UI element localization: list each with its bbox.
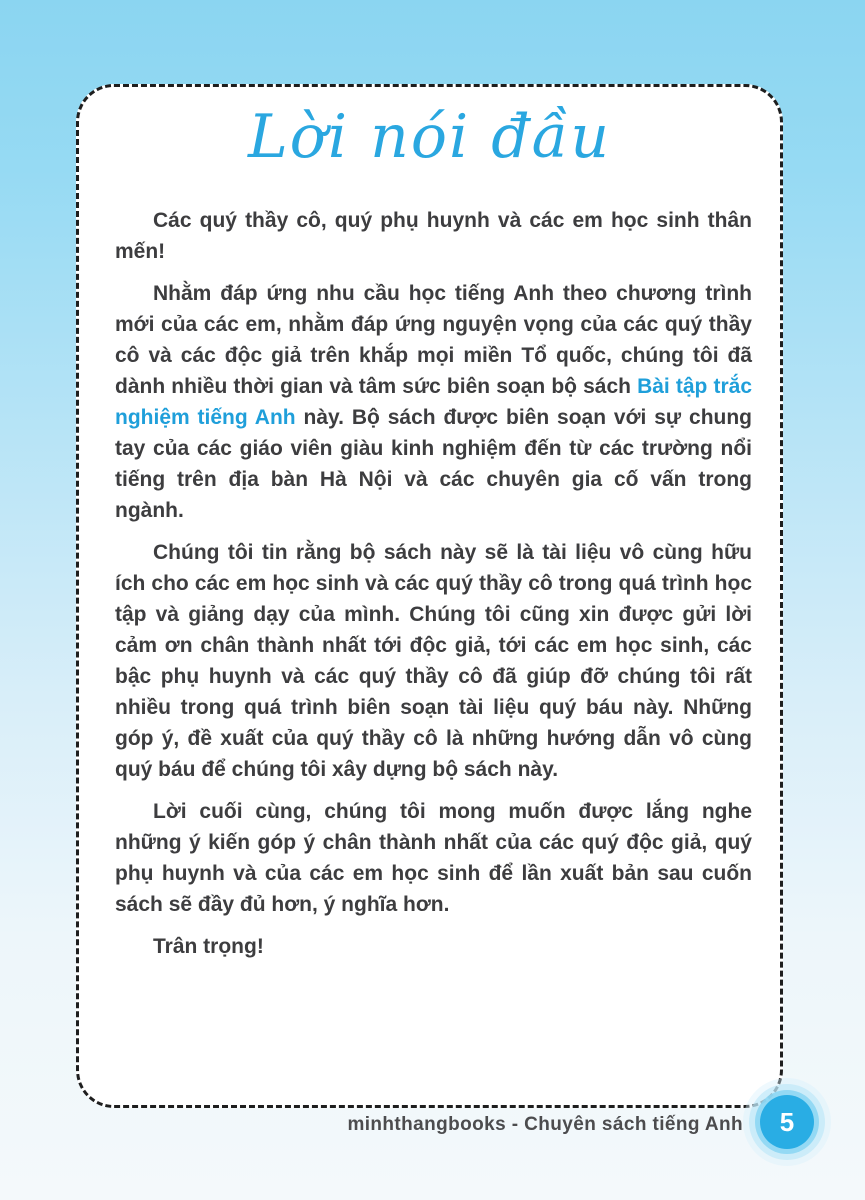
page-number-badge	[760, 1095, 814, 1149]
paragraph-thanks: Chúng tôi tin rằng bộ sách này sẽ là tài liệu vô cùng hữu ích cho các em học sinh và các quý thầy cô trong quá trình học tập và giảng dạy của mình. Chúng tôi cũng xin được gửi lời cảm ơn chân thành nhất tới độc giả, tới các em học sinh, các bậc phụ huynh và các quý thầy cô đã giúp đỡ chúng tôi rất nhiều trong quá trình biên soạn tài liệu quý báu này. Những góp ý, đề xuất của quý thầy cô là những hướng dẫn vô cùng quý báu để chúng tôi xây dựng bộ sách này.	[115, 541, 752, 781]
footer-publisher-text: minhthangbooks - Chuyên sách tiếng Anh	[347, 1114, 743, 1135]
paragraph-feedback: Lời cuối cùng, chúng tôi mong muốn được lắng nghe những ý kiến góp ý chân thành nhất của các quý độc giả, quý phụ huynh và của các em học sinh để lần xuất bản sau cuốn sách sẽ đầy đủ hơn, ý nghĩa hơn.	[115, 800, 752, 916]
paragraph-greeting: Các quý thầy cô, quý phụ huynh và các em học sinh thân mến!	[115, 209, 752, 263]
page-number: 5	[779, 1106, 795, 1137]
preface-card	[76, 84, 783, 1108]
paragraph-closing: Trân trọng!	[153, 935, 264, 958]
paragraph-introduction-text-before: Nhằm đáp ứng nhu cầu học tiếng Anh theo chương trình mới của các em, nhằm đáp ứng nguyện vọng của các quý thầy cô và các độc giả trên khắp mọi miền Tổ quốc, chúng tôi đã dành nhiều thời gian và tâm sức biên soạn bộ sách	[115, 282, 752, 398]
paragraph-introduction	[115, 278, 752, 526]
series-title-highlight: Bài tập trắc nghiệm tiếng Anh	[115, 375, 752, 429]
preface-title: Lời nói đầu	[247, 102, 612, 172]
paragraph-introduction-text-after: này. Bộ sách được biên soạn với sự chung tay của các giáo viên giàu kinh nghiệm đến từ các trường nổi tiếng trên địa bàn Hà Nội và các chuyên gia cố vấn trong ngành.	[115, 406, 752, 522]
preface-body	[79, 205, 780, 962]
